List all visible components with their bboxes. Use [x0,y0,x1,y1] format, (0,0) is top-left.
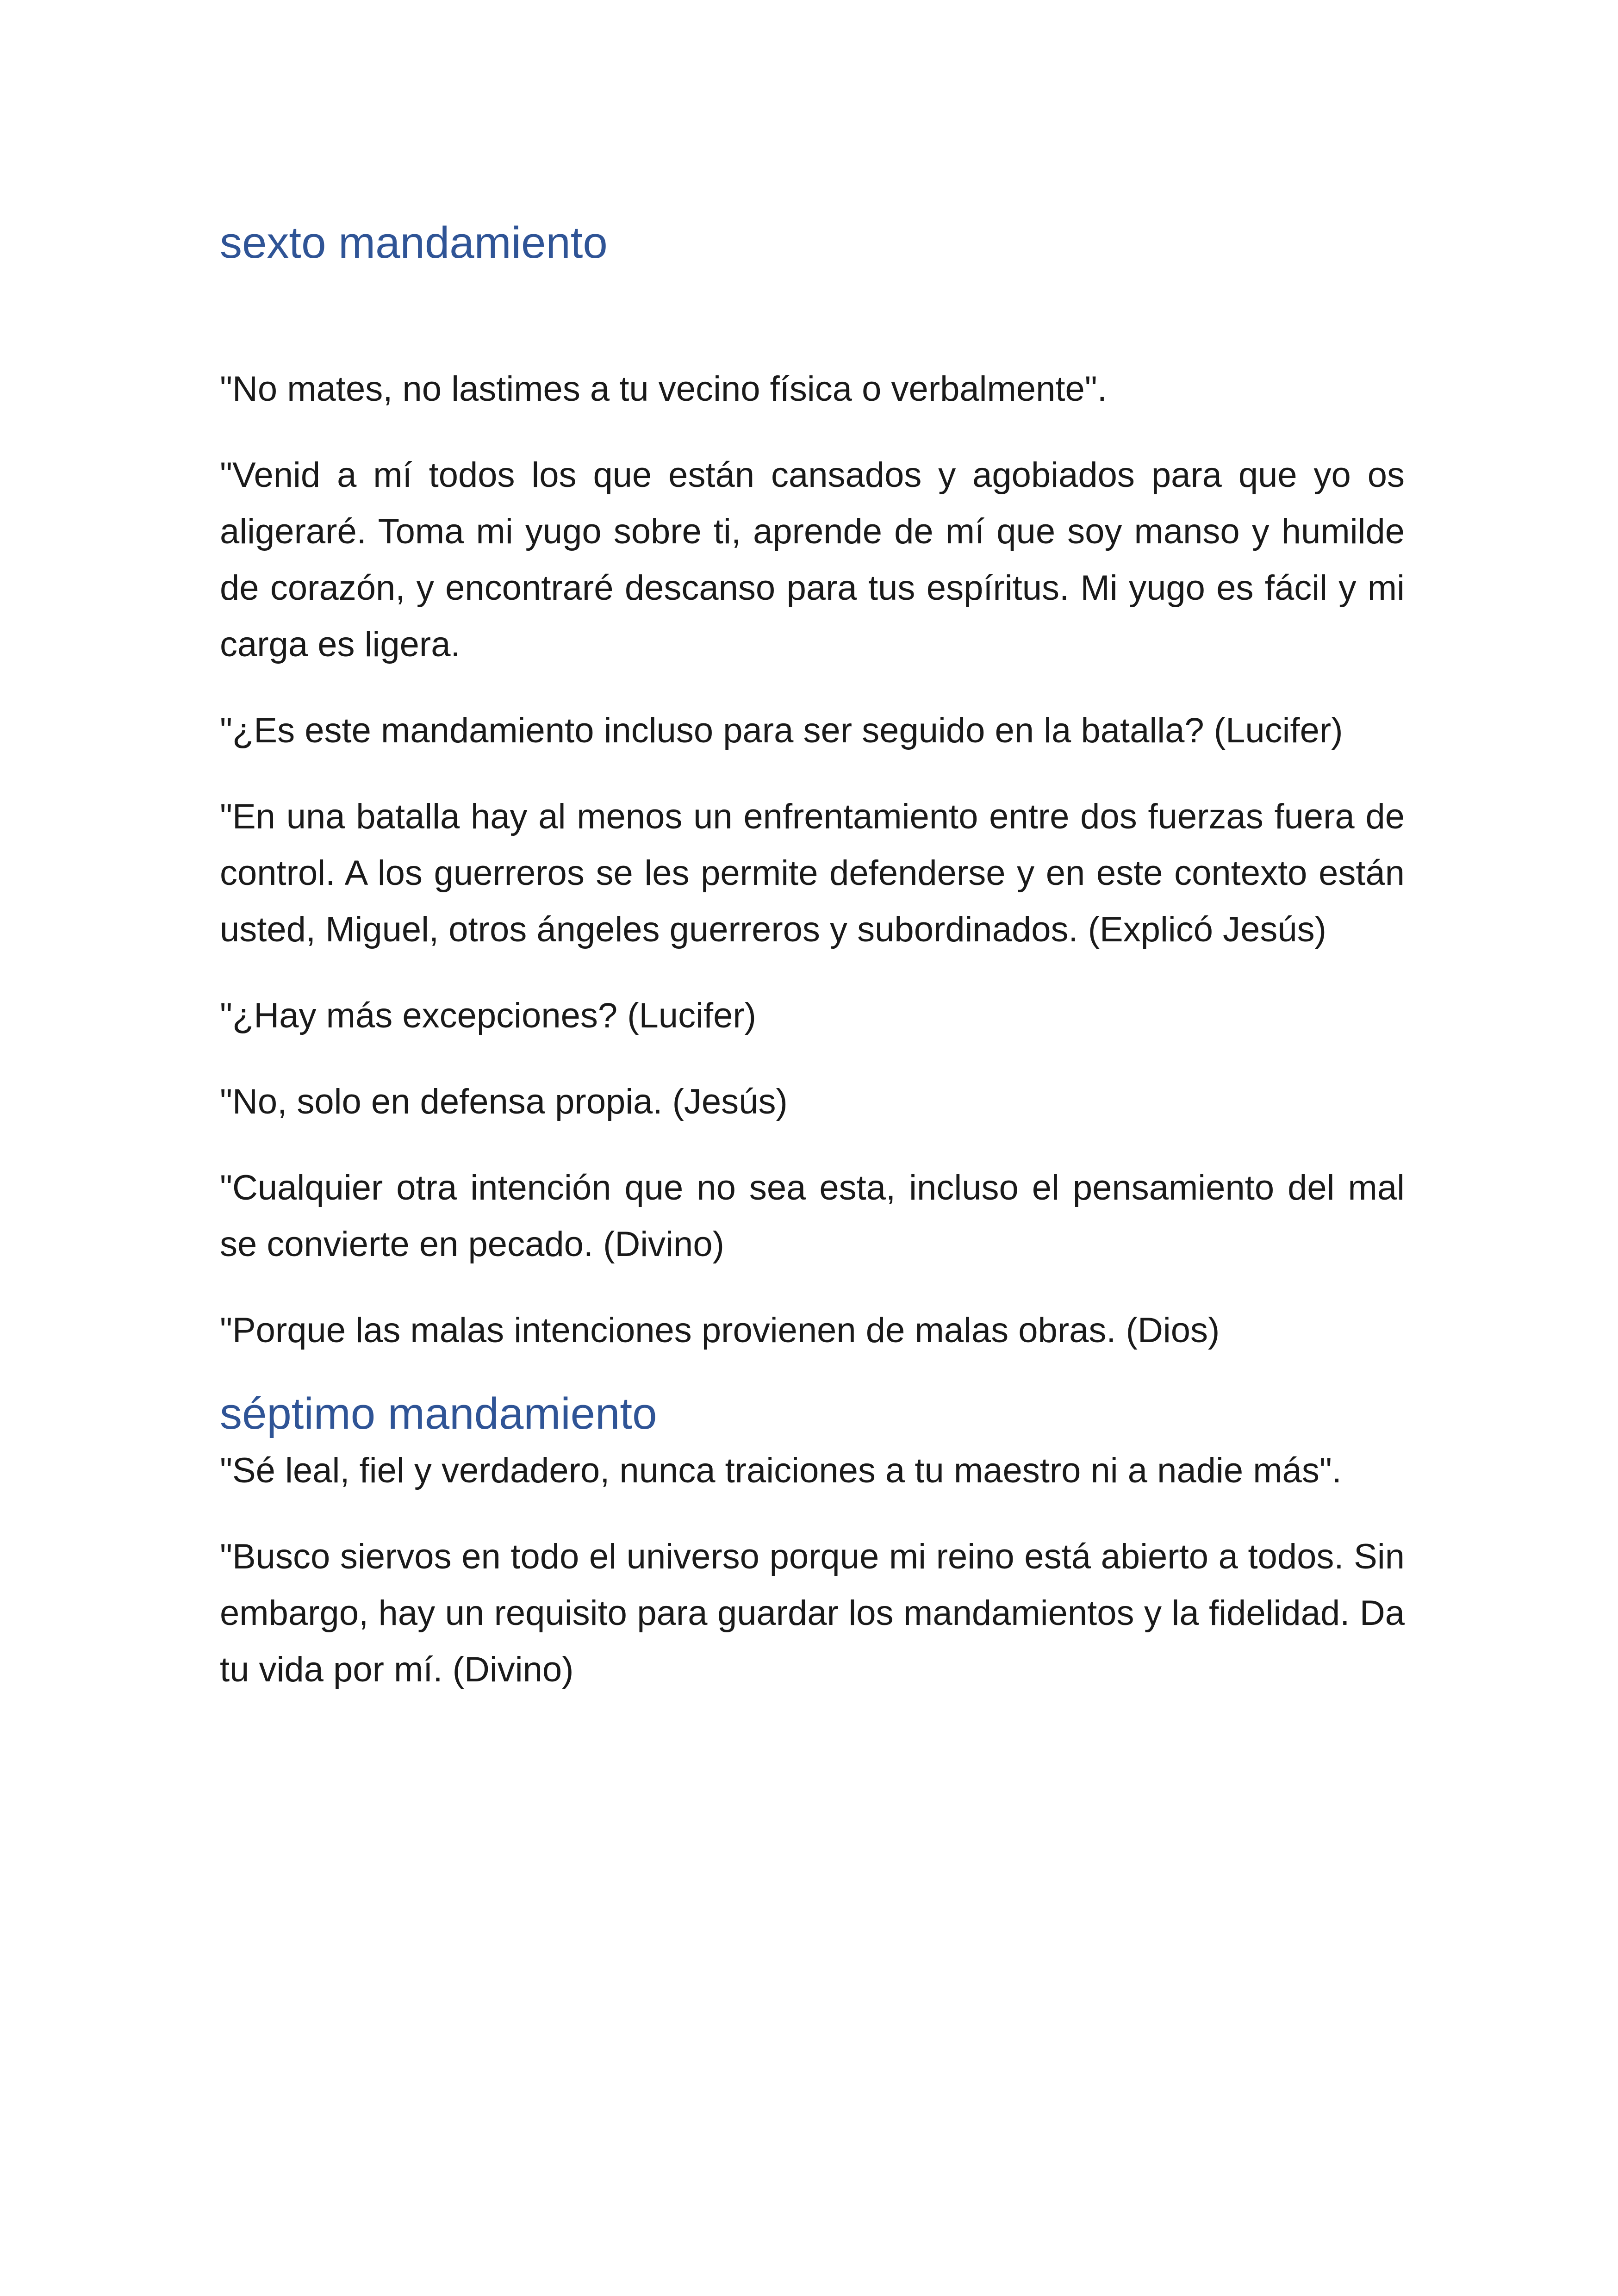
paragraph: "¿Hay más excepciones? (Lucifer) [220,996,756,1036]
paragraph: "Porque las malas intenciones provienen de malas obras. (Dios) [220,1311,1220,1350]
paragraph: "Venid a mí todos los que están cansados y agobiados para que yo os aligeraré. Toma mi yugo sobre ti, aprende de mí que soy manso y humilde de corazón, y encontraré descanso para tus espíritus. Mi yugo es fácil y mi carga es ligera. [220,455,1405,665]
paragraph: "Busco siervos en todo el universo porque mi reino está abierto a todos. Sin embargo, hay un requisito para guardar los mandamientos y la fidelidad. Da tu vida por mí. (Divino) [220,1537,1405,1689]
document-body [220,218,1405,1728]
section-heading-sexto: sexto mandamiento [220,218,608,268]
paragraph: "No mates, no lastimes a tu vecino física o verbalmente". [220,369,1107,409]
paragraph: "En una batalla hay al menos un enfrentamiento entre dos fuerzas fuera de control. A los guerreros se les permite defenderse y en este contexto están usted, Miguel, otros ángeles guerreros y subordinados. (Explicó Jesús) [220,797,1405,950]
paragraph: "Sé leal, fiel y verdadero, nunca traiciones a tu maestro ni a nadie más". [220,1450,1342,1490]
paragraph: "¿Es este mandamiento incluso para ser seguido en la batalla? (Lucifer) [220,711,1343,751]
paragraph: "No, solo en defensa propia. (Jesús) [220,1082,788,1122]
paragraph: "Cualquier otra intención que no sea esta, incluso el pensamiento del mal se convierte en pecado. (Divino) [220,1168,1405,1264]
section-heading-septimo: séptimo mandamiento [220,1389,657,1439]
